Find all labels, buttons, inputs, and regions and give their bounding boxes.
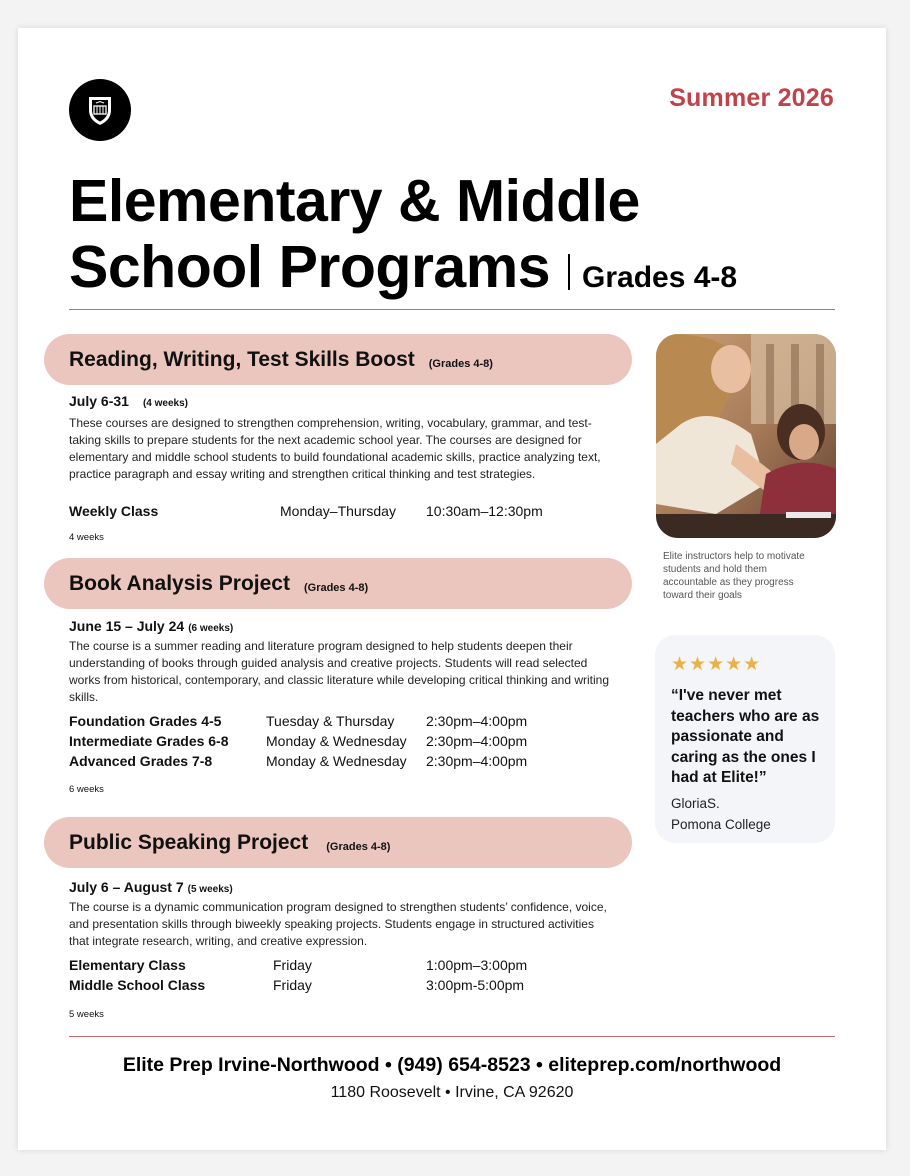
program-schedule xyxy=(69,503,629,523)
program-duration-tag: (5 weeks) xyxy=(187,884,233,895)
schedule-time: 10:30am–12:30pm xyxy=(426,503,543,519)
schedule-days: Tuesday & Thursday xyxy=(266,713,395,729)
rating-stars: ★★★★★ xyxy=(671,654,762,675)
program-duration-tag: (4 weeks) xyxy=(142,398,188,409)
testimonial-quote: “I've never met teachers who are as passionate and caring as the ones I had at Elite!” xyxy=(671,687,820,786)
testimonial-card xyxy=(655,635,835,843)
program-grade-tag: (Grades 4-8) xyxy=(428,357,493,370)
title-line-1: Elementary & Middle xyxy=(69,168,640,234)
title-line-2-row xyxy=(69,234,737,300)
season-label: Summer 2026 xyxy=(669,84,834,112)
program-weeks-note: 4 weeks xyxy=(69,532,104,543)
schedule-time: 2:30pm–4:00pm xyxy=(426,713,528,729)
photo-caption: Elite instructors help to motivate students and hold them accountable as they progress toward their goals xyxy=(663,551,805,601)
header-rule xyxy=(69,309,835,310)
program-grade-tag: (Grades 4-8) xyxy=(326,840,391,853)
program-description: These courses are designed to strengthen comprehension, writing, vocabulary, grammar, and test-taking skills to prepare students for the next academic school year. The courses are designed for elementary and middle school students to build foundational academic skills, practice analyzing text, practice paragraph and essay writing and strengthen critical thinking and test strategies. xyxy=(69,416,601,481)
schedule-row xyxy=(69,713,629,733)
program-title: Reading, Writing, Test Skills Boost xyxy=(69,347,415,371)
flyer-page xyxy=(18,28,886,1150)
title-divider xyxy=(568,254,570,290)
footer-rule xyxy=(69,1036,835,1037)
schedule-days: Monday–Thursday xyxy=(280,503,396,519)
schedule-time: 2:30pm–4:00pm xyxy=(426,733,528,749)
program-weeks-note: 5 weeks xyxy=(69,1009,104,1020)
title-line-2: School Programs xyxy=(69,234,551,300)
program-grade-tag: (Grades 4-8) xyxy=(303,581,369,594)
program-header-public-speaking xyxy=(44,817,632,868)
program-schedule xyxy=(69,957,629,997)
program-dates-text: July 6 – August 7 xyxy=(69,879,184,895)
program-header-reading xyxy=(44,334,632,385)
schedule-row xyxy=(69,957,629,977)
schedule-label: Advanced Grades 7-8 xyxy=(69,753,213,769)
schedule-days: Monday & Wednesday xyxy=(266,733,407,749)
program-dates xyxy=(69,618,233,634)
schedule-row xyxy=(69,503,629,523)
program-dates-text: July 6-31 xyxy=(69,393,129,409)
title-grades: Grades 4-8 xyxy=(582,261,738,294)
program-duration-tag: (6 weeks) xyxy=(188,623,234,634)
footer-contact: Elite Prep Irvine-Northwood • (949) 654-8523 • eliteprep.com/northwood xyxy=(122,1054,782,1076)
program-dates xyxy=(69,393,188,409)
schedule-label: Middle School Class xyxy=(69,977,206,993)
schedule-row xyxy=(69,753,629,773)
program-description: The course is a dynamic communication program designed to strengthen students’ confidence, voice, and presentation skills through biweekly speaking projects. Students engage in structured activities that integrate research, writing, and creative expression. xyxy=(69,900,607,948)
schedule-label: Intermediate Grades 6-8 xyxy=(69,733,229,749)
footer-address: 1180 Roosevelt • Irvine, CA 92620 xyxy=(330,1084,574,1101)
program-title: Book Analysis Project xyxy=(69,571,290,595)
classroom-photo xyxy=(656,334,836,538)
page-title xyxy=(69,168,737,300)
schedule-days: Monday & Wednesday xyxy=(266,753,407,769)
schedule-label: Weekly Class xyxy=(69,503,159,519)
program-weeks-note: 6 weeks xyxy=(69,784,104,795)
testimonial-author xyxy=(671,793,821,835)
program-title: Public Speaking Project xyxy=(69,830,309,854)
program-schedule xyxy=(69,713,629,773)
schedule-label: Foundation Grades 4-5 xyxy=(69,713,222,729)
schedule-time: 2:30pm–4:00pm xyxy=(426,753,528,769)
schedule-time: 3:00pm-5:00pm xyxy=(426,977,525,993)
schedule-days: Friday xyxy=(273,977,312,993)
schedule-time: 1:00pm–3:00pm xyxy=(426,957,528,973)
program-header-book-analysis xyxy=(44,558,632,609)
schedule-days: Friday xyxy=(273,957,312,973)
program-dates-text: June 15 – July 24 xyxy=(69,618,185,634)
author-school: Pomona College xyxy=(671,816,771,832)
shield-crest-icon xyxy=(69,79,131,141)
program-description: The course is a summer reading and literature program designed to help students deepen their understanding of books through guided analysis and creative projects. Students will read selected works from historical, contemporary, and classic literature while developing critical thinking and writing skills. xyxy=(69,639,610,704)
schedule-row xyxy=(69,977,629,997)
schedule-row xyxy=(69,733,629,753)
program-dates xyxy=(69,879,233,895)
schedule-label: Elementary Class xyxy=(69,957,186,973)
author-name: GloriaS. xyxy=(671,795,720,811)
